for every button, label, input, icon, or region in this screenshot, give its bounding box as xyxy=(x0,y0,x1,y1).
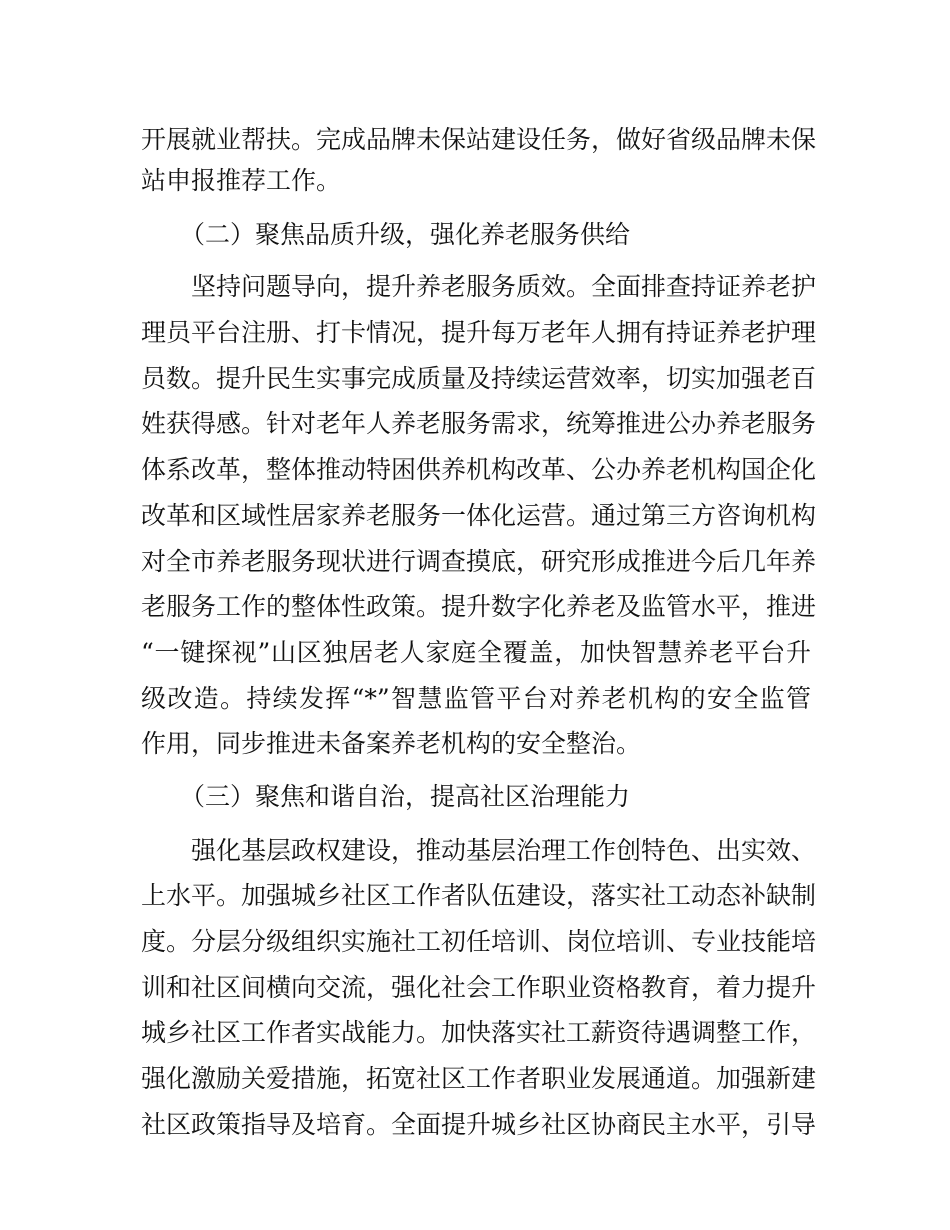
paragraph-line: 强化基层政权建设，推动基层治理工作创特色、出实效、 xyxy=(191,836,817,865)
paragraph-line: 体系改革，整体推动特困供养机构改革、公办养老机构国企化 xyxy=(141,455,817,484)
paragraph-line: 作用，同步推进未备案养老机构的安全整治。 xyxy=(141,729,642,758)
paragraph-line: 开展就业帮扶。完成品牌未保站建设任务，做好省级品牌未保 xyxy=(141,125,817,154)
paragraph-line: 姓获得感。针对老年人养老服务需求，统筹推进公办养老服务 xyxy=(141,409,817,438)
paragraph-line: 理员平台注册、打卡情况，提升每万老年人拥有持证养老护理 xyxy=(141,318,817,347)
paragraph-line: 强化激励关爱措施，拓宽社区工作者职业发展通道。加强新建 xyxy=(141,1064,817,1093)
paragraph-line: 城乡社区工作者实战能力。加快落实社工薪资待遇调整工作， xyxy=(141,1018,817,1047)
paragraph-line: “一键探视”山区独居老人家庭全覆盖，加快智慧养老平台升 xyxy=(141,638,811,667)
paragraph-line: 员数。提升民生实事完成质量及持续运营效率，切实加强老百 xyxy=(141,364,817,393)
section-heading-2: （二）聚焦品质升级，强化养老服务供给 xyxy=(180,220,631,249)
paragraph-line: 对全市养老服务现状进行调查摸底，研究形成推进今后几年养 xyxy=(141,547,817,576)
section-heading-3: （三）聚焦和谐自治，提高社区治理能力 xyxy=(180,782,631,811)
paragraph-line: 训和社区间横向交流，强化社会工作职业资格教育，着力提升 xyxy=(141,973,817,1002)
paragraph-line: 老服务工作的整体性政策。提升数字化养老及监管水平，推进 xyxy=(141,592,817,621)
paragraph-line: 级改造。持续发挥“*”智慧监管平台对养老机构的安全监管 xyxy=(141,684,811,713)
paragraph-line: 上水平。加强城乡社区工作者队伍建设，落实社工动态补缺制 xyxy=(141,881,817,910)
paragraph-line: 改革和区域性居家养老服务一体化运营。通过第三方咨询机构 xyxy=(141,501,817,530)
paragraph-line: 坚持问题导向，提升养老服务质效。全面排查持证养老护 xyxy=(191,272,817,301)
paragraph-line: 度。分层分级组织实施社工初任培训、岗位培训、专业技能培 xyxy=(141,927,817,956)
paragraph-line: 站申报推荐工作。 xyxy=(141,166,342,195)
paragraph-line: 社区政策指导及培育。全面提升城乡社区协商民主水平，引导 xyxy=(141,1110,817,1139)
